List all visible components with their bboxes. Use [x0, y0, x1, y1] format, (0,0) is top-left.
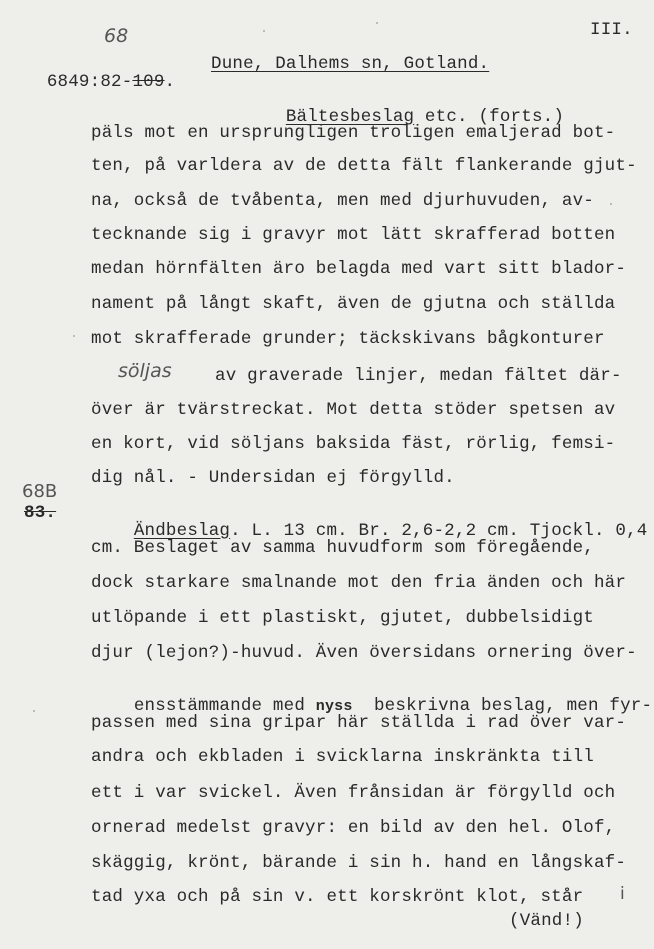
body-line: päls mot en ursprungligen troligen emaljerad bot- [91, 123, 616, 143]
paper-speck [610, 203, 612, 205]
body-line: djur (lejon?)-huvud. Även översidans ornering över- [91, 643, 637, 663]
line-start: ensstämmande med [133, 695, 306, 716]
handwritten-insertion: söljas [118, 360, 172, 382]
paper-speck [263, 30, 265, 32]
catalog-struck: 109 [132, 71, 165, 92]
body-line: skäggig, krönt, bärande i sin h. hand en långskaf- [91, 853, 627, 873]
body-line: dig nål. - Undersidan ej förgylld. [91, 468, 455, 488]
page-number: III. [590, 20, 633, 40]
body-line: av graverade linjer, medan fältet där- [215, 366, 622, 386]
paper-speck [376, 22, 378, 24]
body-line: utlöpande i ett plastiskt, gjutet, dubbelsidigt [91, 608, 594, 628]
body-line: mot skrafferade grunder; täckskivans bågkonturer [91, 329, 605, 349]
body-line: dock starkare smalnande mot den fria änden och här [91, 573, 627, 593]
entry-title: Ändbeslag [133, 520, 231, 541]
handwritten-page-number: 68 [104, 25, 129, 47]
body-line: tecknande sig i gravyr mot lätt skrafferad botten [91, 225, 616, 245]
struck-entry-number: 83. [24, 503, 57, 523]
body-line: en kort, vid söljans baksida fäst, rörlig, femsi- [91, 434, 616, 454]
body-line: ornerad medelst gravyr: en bild av den hel. Olof, [91, 818, 616, 838]
body-line: passen med sina gripar här ställda i rad över var- [91, 713, 627, 733]
body-line: na, också de tvåbenta, men med djurhuvuden, av- [91, 191, 594, 211]
subtitle-rest: etc. (forts.) [414, 106, 565, 127]
paper-speck [73, 335, 75, 337]
subtitle-main: Bältesbeslag [285, 106, 415, 127]
body-line: cm. Beslaget av samma huvudform som föregående, [91, 538, 594, 558]
location-heading: Dune, Dalhems sn, Gotland. [211, 54, 490, 74]
entry-title-rest: . L. 13 cm. Br. 2,6-2,2 cm. Tjockl. 0,4 [230, 520, 648, 541]
body-line: andra och ekbladen i svicklarna inskränkta till [91, 747, 594, 767]
body-line: över är tvärstreckat. Mot detta stöder spetsen av [91, 400, 616, 420]
handwritten-word: nyss [315, 697, 353, 715]
handwritten-mark: i [620, 884, 625, 904]
paper-speck [33, 710, 35, 712]
continued-note: (Vänd!) [509, 911, 584, 931]
body-line: medan hörnfälten äro belagda med vart sitt blador- [91, 259, 627, 279]
catalog-number [4, 56, 175, 109]
body-line: ten, på varldera av de detta fält flankerande gjut- [91, 156, 637, 176]
handwritten-entry-number: 68B [22, 481, 58, 502]
body-line: ett i var svickel. Även frånsidan är förgylld och [91, 783, 616, 803]
body-line: tad yxa och på sin v. ett korskrönt klot, står [91, 887, 584, 907]
catalog-suffix: . [164, 71, 176, 92]
line-end: beskrivna beslag, men fyr- [373, 695, 653, 716]
catalog-prefix: 6849:82- [46, 71, 133, 92]
body-line: nament på långt skaft, även de gjutna och ställda [91, 294, 616, 314]
